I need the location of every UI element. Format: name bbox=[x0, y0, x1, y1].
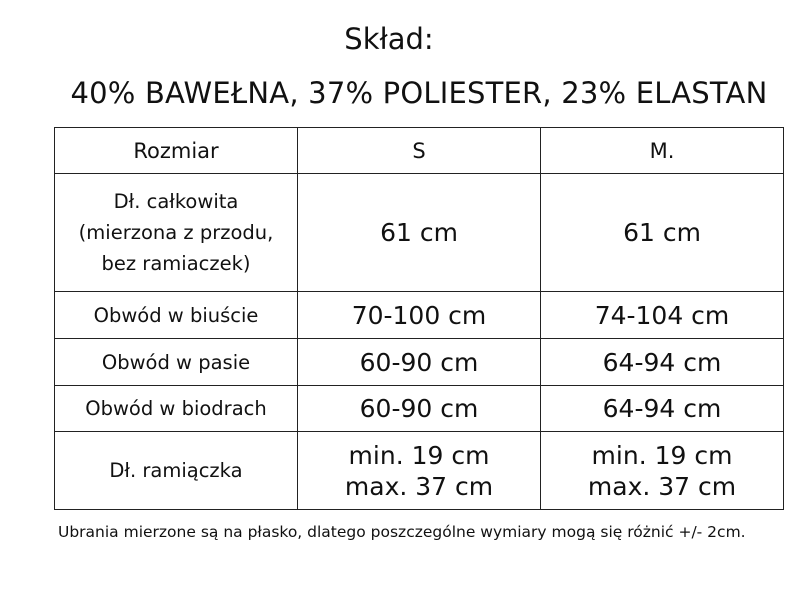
table-header-row bbox=[55, 128, 784, 174]
header-size: Rozmiar bbox=[55, 128, 298, 174]
table-row bbox=[55, 386, 784, 432]
row-label: Dł. całkowita (mierzona z przodu, bez ramiaczek) bbox=[55, 174, 298, 292]
table-row bbox=[55, 432, 784, 510]
value-m: 61 cm bbox=[541, 174, 784, 292]
header-s: S bbox=[298, 128, 541, 174]
value-m: 64-94 cm bbox=[541, 339, 784, 386]
table-row bbox=[55, 292, 784, 339]
row-label: Obwód w biodrach bbox=[55, 386, 298, 432]
value-s: 60-90 cm bbox=[298, 339, 541, 386]
table-row bbox=[55, 174, 784, 292]
header-m: M. bbox=[541, 128, 784, 174]
value-s: 70-100 cm bbox=[298, 292, 541, 339]
table-row bbox=[55, 339, 784, 386]
value-s: min. 19 cm max. 37 cm bbox=[298, 432, 541, 510]
measurement-note: Ubrania mierzone są na płasko, dlatego poszczególne wymiary mogą się różnić +/- 2cm. bbox=[58, 523, 746, 541]
composition-title: Skład: bbox=[344, 22, 434, 56]
value-m: 64-94 cm bbox=[541, 386, 784, 432]
row-label: Obwód w pasie bbox=[55, 339, 298, 386]
row-label: Obwód w biuście bbox=[55, 292, 298, 339]
composition-text: 40% BAWEŁNA, 37% POLIESTER, 23% ELASTAN bbox=[70, 76, 768, 110]
value-s: 61 cm bbox=[298, 174, 541, 292]
value-m: min. 19 cm max. 37 cm bbox=[541, 432, 784, 510]
size-table bbox=[54, 127, 784, 510]
value-m: 74-104 cm bbox=[541, 292, 784, 339]
row-label: Dł. ramiączka bbox=[55, 432, 298, 510]
value-s: 60-90 cm bbox=[298, 386, 541, 432]
